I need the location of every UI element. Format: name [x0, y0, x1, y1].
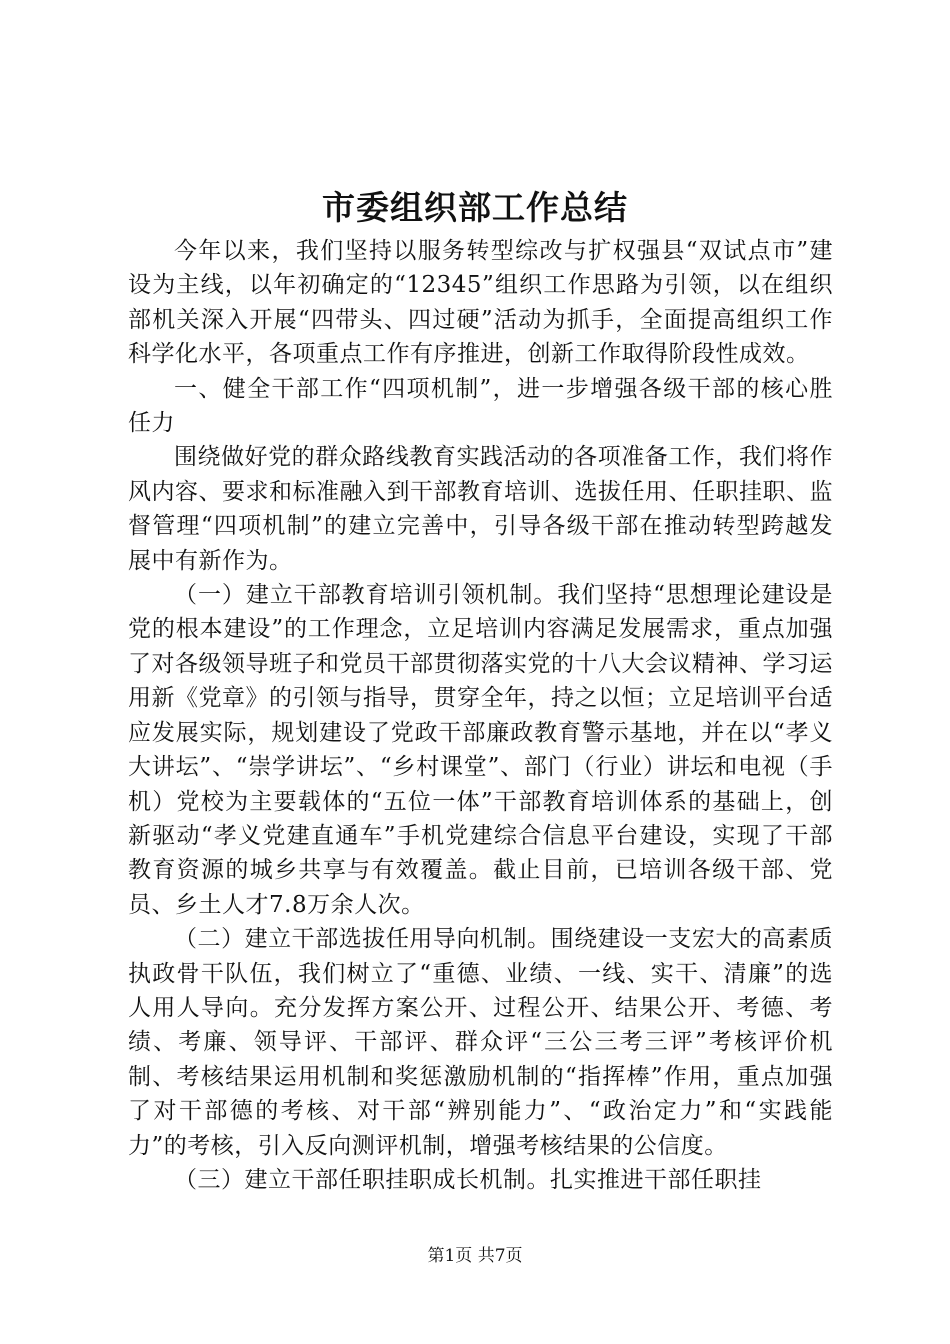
paragraph-training-mechanism: （一）建立干部教育培训引领机制。我们坚持“思想理论建设是党的根本建设”的工作理念，立足培训内容满足发展需求，重点加强了对各级领导班子和党员干部贯彻落实党的十八大会议精神、学习运用新《党章》的引领与指导，贯穿全年，持之以恒；立足培训平台适应发展实际，规划建设了党政干部廉政教育警示基地，并在以“孝义大讲坛”、“崇学讲坛”、“乡村课堂”、部门（行业）讲坛和电视（手机）党校为主要载体的“五位一体”干部教育培训体系的基础上，创新驱动“孝义党建直通车”手机党建综合信息平台建设，实现了干部教育资源的城乡共享与有效覆盖。截止目前，已培训各级干部、党员、乡土人才7.8万余人次。 — [128, 582, 833, 918]
document-body — [128, 234, 833, 1197]
paragraph-appointment-mechanism: （三）建立干部任职挂职成长机制。扎实推进干部任职挂 — [174, 1166, 762, 1193]
paragraph-selection-mechanism: （二）建立干部选拔任用导向机制。围绕建设一支宏大的高素质执政骨干队伍，我们树立了“重德、业绩、一线、实干、清廉”的选人用人导向。充分发挥方案公开、过程公开、结果公开、考德、考绩、考廉、领导评、干部评、群众评“三公三考三评”考核评价机制、考核结果运用机制和奖惩激励机制的“指挥棒”作用，重点加强了对干部德的考核、对干部“辨别能力”、“政治定力”和“实践能力”的考核，引入反向测评机制，增强考核结果的公信度。 — [128, 926, 833, 1159]
paragraph-intro: 今年以来，我们坚持以服务转型综改与扩权强县“双试点市”建设为主线，以年初确定的“12345”组织工作思路为引领，以在组织部机关深入开展“四带头、四过硬”活动为抓手，全面提高组织工作科学化水平，各项重点工作有序推进，创新工作取得阶段性成效。 — [128, 238, 833, 368]
paragraph-section-heading: 一、健全干部工作“四项机制”，进一步增强各级干部的核心胜任力 — [128, 375, 833, 437]
page-footer: 第1页 共7页 — [427, 1246, 523, 1266]
document-title: 市委组织部工作总结 — [322, 188, 628, 227]
paragraph-overview: 围绕做好党的群众路线教育实践活动的各项准备工作，我们将作风内容、要求和标准融入到干部教育培训、选拔任用、任职挂职、监督管理“四项机制”的建立完善中，引导各级干部在推动转型跨越发展中有新作为。 — [128, 444, 833, 574]
